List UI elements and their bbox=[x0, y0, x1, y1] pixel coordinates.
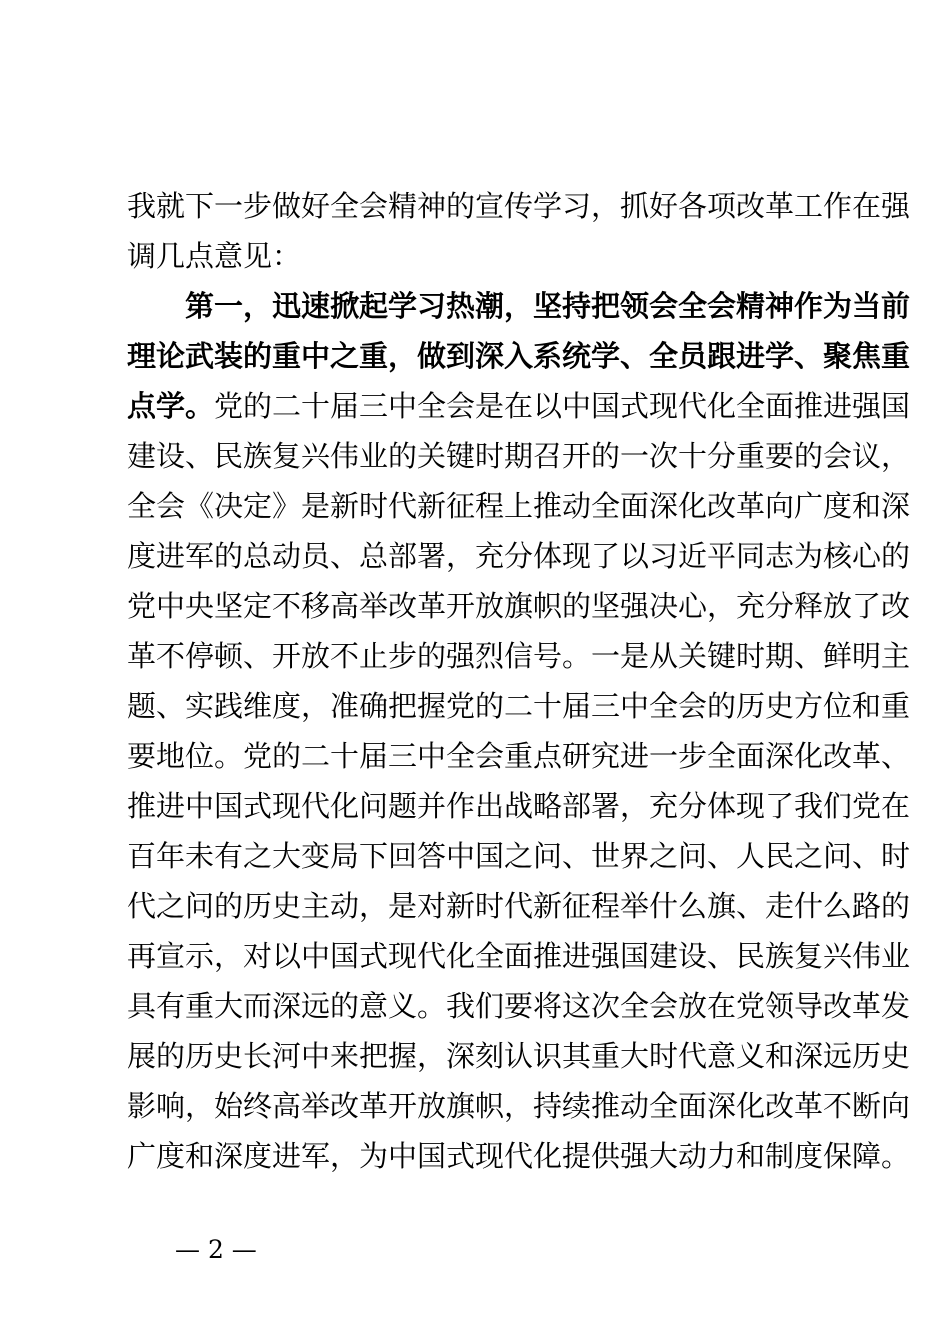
paragraph-line: 要地位。党的二十届三中全会重点研究进一步全面深化改革、 bbox=[127, 739, 911, 773]
paragraph-line: 展的历史长河中来把握，深刻认识其重大时代意义和深远历史 bbox=[127, 1039, 911, 1073]
paragraph-line: 具有重大而深远的意义。我们要将这次全会放在党领导改革发 bbox=[127, 989, 911, 1023]
body-text-start: 党的二十届三中全会是在以中国式现代化全面推进强国 bbox=[214, 389, 911, 423]
paragraph-line: 推进中国式现代化问题并作出战略部署，充分体现了我们党在 bbox=[127, 789, 911, 823]
paragraph-line: 广度和深度进军，为中国式现代化提供强大动力和制度保障。 bbox=[127, 1139, 911, 1173]
paragraph-line: 我就下一步做好全会精神的宣传学习，抓好各项改革工作在强 bbox=[127, 189, 911, 223]
paragraph-line: 调几点意见： bbox=[127, 239, 302, 273]
section-heading-line: 第一，迅速掀起学习热潮，坚持把领会全会精神作为当前 bbox=[185, 289, 911, 323]
paragraph-line: 革不停顿、开放不止步的强烈信号。一是从关键时期、鲜明主 bbox=[127, 639, 911, 673]
page-number: — 2 — bbox=[175, 1235, 257, 1264]
mixed-line bbox=[127, 381, 911, 431]
paragraph-line: 影响，始终高举改革开放旗帜，持续推动全面深化改革不断向 bbox=[127, 1089, 911, 1123]
section-heading-end: 点学。 bbox=[127, 389, 215, 423]
paragraph-line: 建设、民族复兴伟业的关键时期召开的一次十分重要的会议， bbox=[127, 439, 911, 473]
paragraph-line: 再宣示，对以中国式现代化全面推进强国建设、民族复兴伟业 bbox=[127, 939, 911, 973]
paragraph-line: 百年未有之大变局下回答中国之问、世界之问、人民之问、时 bbox=[127, 839, 911, 873]
section-heading-line: 理论武装的重中之重，做到深入系统学、全员跟进学、聚焦重 bbox=[127, 339, 911, 373]
paragraph-line: 代之问的历史主动，是对新时代新征程举什么旗、走什么路的 bbox=[127, 889, 911, 923]
paragraph-line: 党中央坚定不移高举改革开放旗帜的坚强决心，充分释放了改 bbox=[127, 589, 911, 623]
paragraph-line: 题、实践维度，准确把握党的二十届三中全会的历史方位和重 bbox=[127, 689, 911, 723]
paragraph-line: 度进军的总动员、总部署，充分体现了以习近平同志为核心的 bbox=[127, 539, 911, 573]
paragraph-line: 全会《决定》是新时代新征程上推动全面深化改革向广度和深 bbox=[127, 489, 911, 523]
